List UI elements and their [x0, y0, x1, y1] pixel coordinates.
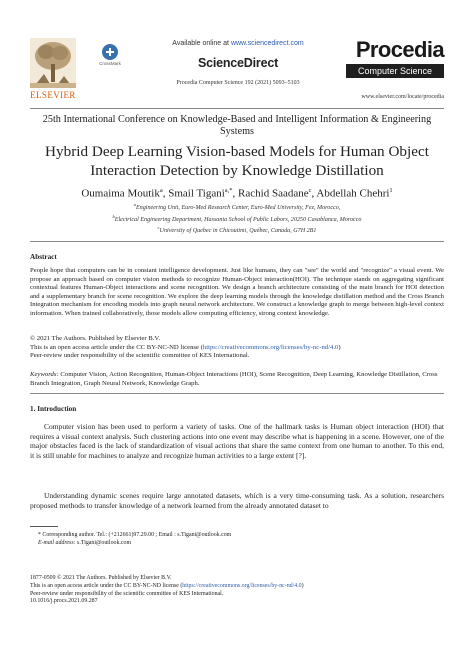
crossmark-badge[interactable]: [96, 44, 124, 66]
elsevier-wordmark: ELSEVIER: [30, 90, 76, 100]
peer-review-line: Peer-review under responsibility of the scientific committee of KES International.: [30, 352, 250, 359]
title-line-1: Hybrid Deep Learning Vision-based Models for Human Object: [45, 143, 429, 160]
available-online: [138, 40, 338, 47]
paper-title: [30, 142, 444, 180]
keywords: [30, 371, 444, 388]
email-label: E-mail address:: [38, 540, 76, 546]
footer-license-link[interactable]: https://creativecommons.org/licenses/by-nc-nd/4.0: [182, 582, 302, 589]
conference-name: 25th International Conference on Knowledge-Based and Intelligent Information & Engineering Systems: [42, 114, 432, 137]
license-link[interactable]: https://creativecommons.org/licenses/by-nc-nd/4.0: [202, 343, 339, 351]
page-footer: [30, 575, 444, 606]
affiliation-text: University of Quebec in Chicoutimi, Québec, Canada, G7H 2B1: [159, 228, 317, 235]
available-prefix: Available online at: [172, 40, 231, 47]
procedia-wordmark: Procedia: [355, 37, 444, 62]
abstract-divider: [30, 393, 444, 394]
footer-license-line: [30, 583, 444, 591]
email-value[interactable]: s.Tigani@outlook.com: [75, 540, 132, 546]
copyright-line: © 2021 The Authors. Published by Elsevier B.V.: [30, 335, 161, 342]
journal-reference: Procedia Computer Science 192 (2021) 5093–5103: [176, 80, 300, 86]
footnote-line-2: [38, 539, 438, 547]
affiliation: [30, 213, 444, 225]
intro-paragraph-1: Computer vision has been used to perform a variety of tasks. One of the hallmark tasks is Human object interaction (HOI) that requires a visual context analysis. Such clustering actions into one event may describe what is happening in a scene. However, one of the major obstacles faced is the lack of standardization of visual actions that share the same context from one human to another. To this end, it is still unable for machines to analyze and recognize human activities to a large extent [?].: [30, 422, 444, 460]
crossmark-label: CrossMark: [99, 61, 121, 66]
sciencedirect-logo: ScienceDirect: [197, 56, 279, 70]
section-heading-introduction: 1. Introduction: [30, 405, 77, 413]
author-name: Rachid Saadane: [238, 187, 309, 200]
author-sup: 1: [389, 187, 393, 194]
footnote-divider: [30, 526, 58, 527]
author-list: Oumaima Moutik$^a$, Smail Tigani$^{a,*}$, Rachid Saadane$^c$, Abdellah Chehri$^1$: [81, 187, 393, 200]
sciencedirect-link[interactable]: www.sciencedirect.com: [230, 40, 304, 47]
procedia-subtitle: Computer Science: [346, 64, 444, 78]
title-divider: [30, 241, 444, 242]
affiliation-text: Engineering Unit, Euro-Med Research Center, Euro-Med University, Fez, Morocco,: [135, 205, 341, 212]
affiliations: [30, 201, 444, 236]
author-name: Abdellah Chehri: [316, 187, 390, 200]
intro-paragraph-2: Understanding dynamic scenes require large annotated datasets, which is a very time-consuming task. As a solution, researchers proposed methods to transfer knowledge of a network learned from the already annotated dataset to: [30, 491, 444, 510]
elsevier-logo: [30, 38, 76, 100]
footer-doi[interactable]: 10.1016/j.procs.2021.09.287: [30, 598, 98, 605]
keywords-list: Computer Vision, Action Recognition, Human-Object Interactions (HOI), Scene Recognition, Deep Learning, Knowledge Distillation, Cross Branch Integration, Graph Neural Network, Knowledge Graph.: [30, 371, 438, 387]
procedia-logo: [346, 38, 444, 86]
license-prefix: This is an open access article under the CC BY-NC-ND license (: [30, 343, 203, 351]
crossmark-icon: [102, 44, 118, 60]
author-sup: a,*: [224, 187, 233, 194]
keywords-label: Keywords:: [30, 371, 59, 378]
affiliation: [30, 201, 444, 213]
journal-header: [30, 38, 444, 108]
author-sup: a: [159, 187, 163, 194]
author-name: Oumaima Moutik: [81, 187, 160, 200]
author-sup: c: [308, 187, 312, 194]
affiliation-sup: a: [133, 202, 136, 207]
title-line-2: Interaction Detection by Knowledge Distillation: [90, 162, 384, 179]
header-divider: [30, 108, 444, 109]
procedia-url[interactable]: www.elsevier.com/locate/procedia: [361, 94, 444, 100]
footer-issn-line: 1877-0509 © 2021 The Authors. Published by Elsevier B.V.: [30, 575, 172, 581]
affiliation: [30, 224, 444, 236]
footer-peer-review: Peer-review under responsibility of the scientific committee of KES International.: [30, 590, 224, 597]
copyright-notice: [30, 335, 444, 361]
affiliation-sup: b: [112, 213, 115, 219]
corresponding-author-footnote: [38, 531, 438, 547]
affiliation-sup: c: [157, 225, 160, 231]
abstract-heading: Abstract: [30, 253, 57, 261]
author-name: Smail Tigani: [168, 187, 225, 200]
abstract-text: People hope that computers can be in constant intelligence development. Just like humans, they can "see" the world and "recognize" a visual event. We propose an approach based on computer vision methods to recognize Human-Object interaction(HOI). The technique stands on aggregating significant contextual features Human-Object interactions and scene recognition. We design a branch architecture consisting of the main branch for HOI detection and a supplementary branch for scene recognition. We explore the deep learning models through the knowledge distillation method and the Cross Branch Integration mechanism for encoding models into graph neural network architecture. We construct a knowledge graph to merge between high-level context information. When trained collaboratively, those models allow computing efficiency, strong context knowledge.: [30, 267, 444, 317]
affiliation-text: Electrical Engineering Department, Hassania School of Public Labors, 20250 Casablanca, Morocco: [114, 216, 362, 223]
footnote-line-1: * Corresponding author. Tel.: (+212661)97.29.00 ; Email : s.Tigani@outlook.com: [38, 532, 232, 538]
elsevier-tree-icon: [30, 38, 76, 88]
license-suffix: ): [338, 343, 341, 351]
footer-license-prefix: This is an open access article under the CC BY-NC-ND license (: [30, 582, 183, 589]
footer-license-suffix: ): [301, 582, 304, 589]
license-line: [30, 344, 444, 353]
